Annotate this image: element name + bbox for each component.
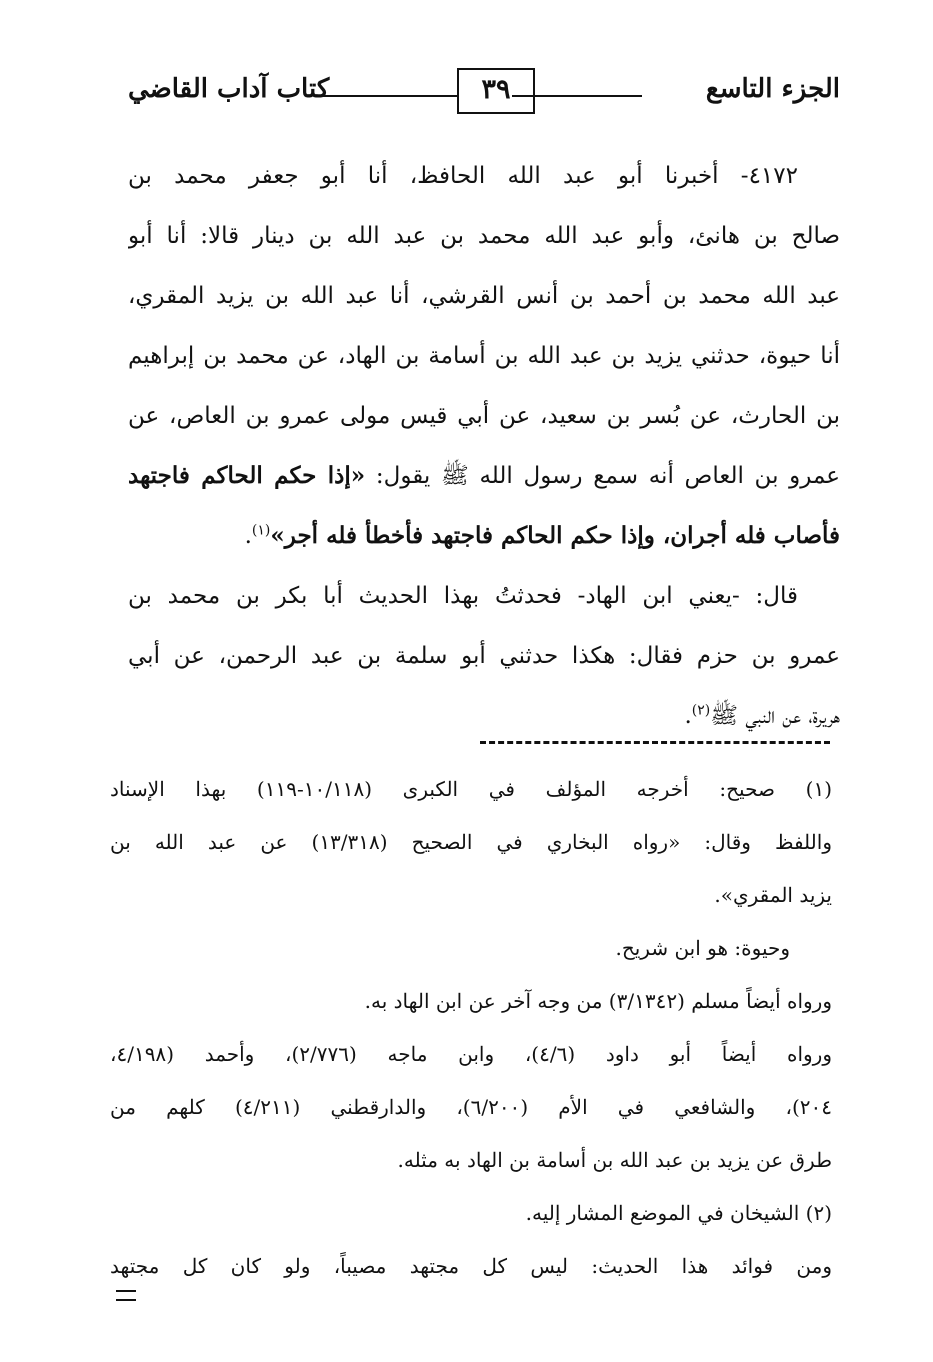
header-rule-left: [320, 95, 457, 97]
text-segment: هريرة، عن النبي ﷺ: [710, 703, 840, 729]
text-segment: .: [684, 703, 692, 729]
header-book-title: كتاب آداب القاضي: [128, 74, 330, 104]
header-part: الجزء التاسع: [705, 74, 840, 104]
text-line: عبد الله محمد بن أحمد بن أنس القرشي، أنا عبد الله بن يزيد المقري،: [128, 283, 840, 309]
footnote-line: (٢) الشيخان في الموضع المشار إليه.: [525, 1201, 832, 1225]
footnote-line: (١) صحيح: أخرجه المؤلف في الكبرى (١٠/١١٨-١١٩) بهذا الإسناد: [110, 777, 832, 801]
footnote-line: ورواه أيضاً مسلم (٣/١٣٤٢) من وجه آخر عن ابن الهاد به.: [364, 989, 832, 1013]
text-line: أنا حيوة، حدثني يزيد بن عبد الله بن أسامة بن الهاد، عن محمد بن إبراهيم: [128, 343, 840, 369]
text-line: ٤١٧٢- أخبرنا أبو عبد الله الحافظ، أنا أبو جعفر محمد بن: [128, 163, 798, 189]
footnote-line: طرق عن يزيد بن عبد الله بن أسامة بن الهاد به مثله.: [397, 1148, 832, 1172]
text-line: [128, 446, 840, 506]
footnote-line: ومن فوائد هذا الحديث: ليس كل مجتهد مصيباً، ولو كان كل مجتهد: [110, 1254, 832, 1278]
text-segment: عمرو بن العاص أنه سمع رسول الله ﷺ يقول:: [365, 463, 840, 489]
footnote-line: يزيد المقري».: [714, 883, 832, 907]
footnote-ref-1[interactable]: (١): [251, 522, 271, 539]
hadith-quote: «إذا حكم الحاكم فاجتهد: [128, 462, 366, 489]
text-line: قال: -يعني ابن الهاد- فحدثتُ بهذا الحديث أبا بكر بن محمد بن: [128, 583, 798, 609]
text-line: [128, 686, 840, 746]
main-text: [128, 146, 840, 746]
text-line: صالح بن هانئ، وأبو عبد الله محمد بن عبد الله بن دينار قالا: أنا أبو: [128, 223, 840, 249]
text-segment: .: [244, 523, 252, 549]
footnote-line: واللفظ وقال: «رواه البخاري في الصحيح (١٣/٣١٨) عن عبد الله بن: [110, 830, 832, 854]
continuation-mark: [116, 1290, 136, 1301]
running-header: [128, 66, 840, 122]
page-number: ٣٩: [457, 68, 535, 114]
footnotes: [110, 763, 832, 1293]
text-line: بن الحارث، عن بُسر بن سعيد، عن أبي قيس مولى عمرو بن العاص، عن: [128, 403, 840, 429]
footnote-line: ٢٠٤)، والشافعي في الأم (٦/٢٠٠)، والدارقطني (٤/٢١١) كلهم من: [110, 1095, 832, 1119]
footnote-line: ورواه أيضاً أبو داود (٤/٦)، وابن ماجه (٢/٧٧٦)، وأحمد (٤/١٩٨،: [110, 1042, 832, 1066]
text-line: [128, 506, 840, 566]
footnote-line: وحيوة: هو ابن شريح.: [615, 936, 790, 960]
footnote-ref-2[interactable]: (٢): [691, 702, 711, 719]
text-line: عمرو بن حزم فقال: هكذا حدثني أبو سلمة بن عبد الرحمن، عن أبي: [128, 643, 840, 669]
footnote-separator: [480, 741, 830, 744]
hadith-quote: فأصاب فله أجران، وإذا حكم الحاكم فاجتهد فأخطأ فله أجر»: [270, 522, 840, 549]
